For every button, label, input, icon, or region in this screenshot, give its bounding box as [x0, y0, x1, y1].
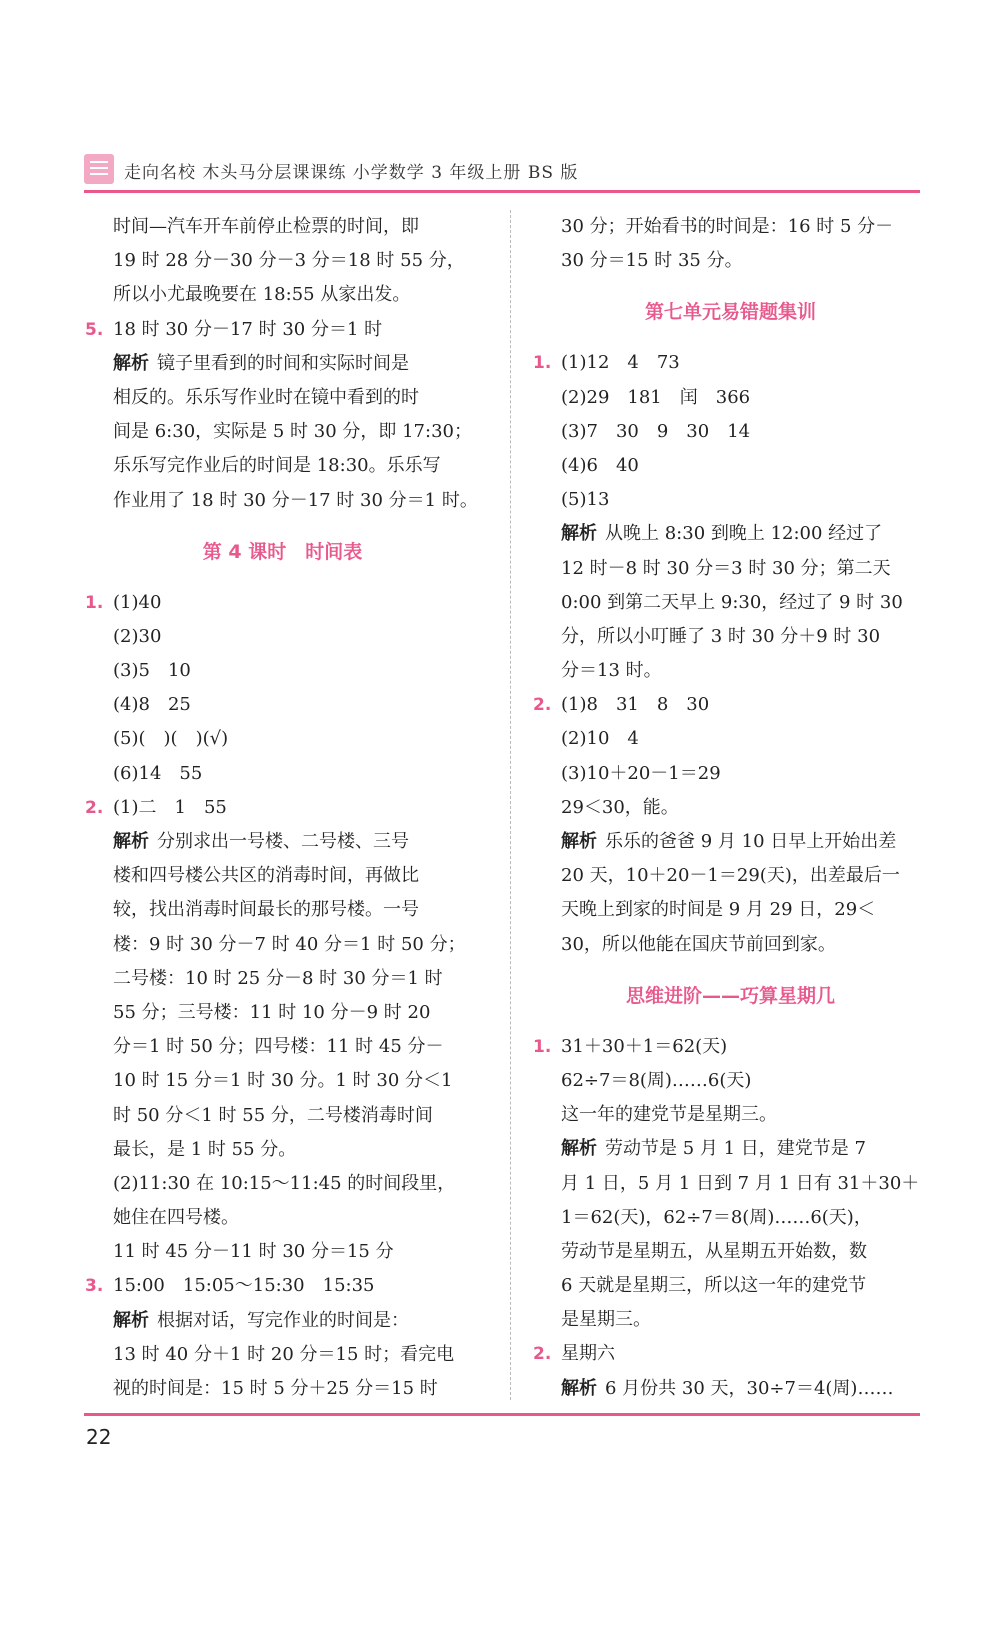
text-line: (4)8 25 — [113, 694, 191, 716]
analysis-label: 解析 — [113, 831, 149, 852]
text-line: (4)6 40 — [561, 454, 639, 476]
question-line — [85, 1269, 480, 1303]
text-line: 分＝13 时。 — [561, 660, 662, 682]
answer-text: (1)8 31 8 30 — [561, 694, 710, 716]
analysis-line — [533, 1372, 928, 1406]
text-line: 是星期三。 — [561, 1309, 651, 1331]
analysis-line — [533, 825, 928, 859]
analysis-label: 解析 — [113, 1309, 149, 1331]
text-line: 这一年的建党节是星期三。 — [561, 1104, 777, 1126]
text-line: 13 时 40 分＋1 时 20 分＝15 时；看完电 — [113, 1343, 455, 1365]
analysis-text: 6 月份共 30 天，30÷7＝4(周)…… — [605, 1377, 894, 1399]
answer-text: (1)12 4 73 — [561, 352, 680, 374]
question-number: 1. — [85, 592, 104, 613]
analysis-line — [85, 1304, 480, 1338]
text-line: (2)11:30 在 10:15～11:45 的时间段里， — [113, 1172, 456, 1194]
answer-text: 星期六 — [561, 1343, 615, 1365]
answer-text: 31＋30＋1＝62(天) — [561, 1035, 728, 1057]
text-line: 劳动节是星期五，从星期五开始数，数 — [561, 1240, 867, 1262]
text-line: (3)10＋20－1＝29 — [561, 762, 721, 784]
analysis-label: 解析 — [561, 1377, 597, 1399]
text-line: 62÷7＝8(周)……6(天) — [561, 1069, 752, 1091]
text-line: 时 50 分＜1 时 55 分，二号楼消毒时间 — [113, 1104, 433, 1126]
text-line: 55 分；三号楼：11 时 10 分－9 时 20 — [113, 1001, 431, 1023]
answer-text: 15:00 15:05～15:30 15:35 — [113, 1275, 375, 1297]
analysis-label: 解析 — [561, 1138, 597, 1160]
question-line — [533, 1030, 928, 1064]
section-heading: 思维进阶——巧算星期几 — [625, 984, 835, 1007]
analysis-text: 根据对话，写完作业的时间是： — [157, 1309, 409, 1331]
text-line: 10 时 15 分＝1 时 30 分。1 时 30 分＜1 — [113, 1070, 453, 1092]
text-line: 天晚上到家的时间是 9 月 29 日，29＜ — [561, 899, 876, 921]
text-line: 12 时－8 时 30 分＝3 时 30 分；第二天 — [561, 557, 891, 579]
text-line: 29＜30，能。 — [561, 796, 679, 818]
text-line: 最长，是 1 时 55 分。 — [113, 1138, 297, 1160]
text-line: 间是 6:30，实际是 5 时 30 分，即 17:30； — [113, 421, 472, 443]
analysis-line — [85, 347, 480, 381]
analysis-text: 劳动节是 5 月 1 日，建党节是 7 — [605, 1138, 866, 1160]
left-column — [85, 210, 480, 1406]
text-line: 楼和四号楼公共区的消毒时间，再做比 — [113, 865, 419, 887]
text-line: 相反的。乐乐写作业时在镜中看到的时 — [113, 386, 419, 408]
question-number: 5. — [85, 319, 104, 340]
analysis-text: 从晚上 8:30 到晚上 12:00 经过了 — [605, 523, 883, 545]
question-line — [85, 313, 480, 347]
text-line: 6 天就是星期三，所以这一年的建党节 — [561, 1275, 867, 1297]
analysis-text: 分别求出一号楼、二号楼、三号 — [157, 831, 409, 852]
analysis-text: 镜子里看到的时间和实际时间是 — [157, 352, 409, 374]
text-line: 乐乐写完作业后的时间是 18:30。乐乐写 — [113, 455, 441, 477]
text-line: 30 分＝15 时 35 分。 — [561, 250, 743, 272]
text-line: 分＝1 时 50 分；四号楼：11 时 45 分－ — [113, 1036, 444, 1058]
text-line: 分，所以小叮睡了 3 时 30 分＋9 时 30 — [561, 625, 881, 647]
analysis-line — [85, 825, 480, 859]
section-heading: 第七单元易错题集训 — [644, 301, 816, 324]
text-line: 月 1 日，5 月 1 日到 7 月 1 日有 31＋30＋ — [561, 1172, 920, 1194]
text-line: 11 时 45 分－11 时 30 分＝15 分 — [113, 1241, 394, 1263]
question-line — [533, 346, 928, 380]
section-heading: 第 4 课时 时间表 — [202, 540, 363, 563]
text-line: (3)7 30 9 30 14 — [561, 420, 751, 442]
column-divider — [510, 210, 511, 1400]
text-line: 她住在四号楼。 — [113, 1207, 239, 1229]
text-line: (2)29 181 闰 366 — [561, 386, 751, 408]
text-line: (2)30 — [113, 625, 162, 647]
text-line: 较，找出消毒时间最长的那号楼。一号 — [113, 899, 419, 921]
question-number: 1. — [533, 1036, 552, 1057]
text-line: 视的时间是：15 时 5 分＋25 分＝15 时 — [113, 1378, 438, 1399]
right-column — [533, 210, 928, 1406]
page-header — [84, 150, 920, 190]
header-title: 走向名校 木头马分层课课练 小学数学 3 年级上册 BS 版 — [124, 163, 579, 183]
text-line: 1＝62(天)，62÷7＝8(周)……6(天)， — [561, 1206, 872, 1228]
text-line: (5)( )( )(√) — [113, 728, 229, 750]
text-line: (5)13 — [561, 489, 610, 511]
text-line: 20 天，10＋20－1＝29(天)，出差最后一 — [561, 865, 900, 887]
question-line — [533, 1337, 928, 1371]
footer-rule — [84, 1413, 920, 1416]
analysis-text: 乐乐的爸爸 9 月 10 日早上开始出差 — [605, 831, 897, 852]
answer-text: (1)40 — [113, 591, 162, 613]
question-number: 2. — [533, 1344, 552, 1365]
text-line: 作业用了 18 时 30 分－17 时 30 分＝1 时。 — [113, 489, 478, 511]
book-icon — [84, 154, 114, 184]
question-number: 2. — [533, 695, 552, 716]
question-number: 3. — [85, 1276, 104, 1297]
text-line: 楼：9 时 30 分－7 时 40 分＝1 时 50 分； — [113, 933, 466, 955]
question-line — [85, 791, 480, 825]
text-line: 0:00 到第二天早上 9:30，经过了 9 时 30 — [561, 591, 903, 613]
text-line: (6)14 55 — [113, 762, 203, 784]
header-rule — [84, 190, 920, 193]
analysis-label: 解析 — [113, 352, 149, 374]
answer-text: 18 时 30 分－17 时 30 分＝1 时 — [113, 318, 383, 340]
question-number: 1. — [533, 353, 552, 374]
answer-text: (1)二 1 55 — [113, 796, 227, 818]
text-line: 19 时 28 分－30 分－3 分＝18 时 55 分， — [113, 250, 465, 272]
text-line: (3)5 10 — [113, 660, 191, 682]
question-number: 2. — [85, 797, 104, 818]
text-line: (2)10 4 — [561, 728, 639, 750]
analysis-label: 解析 — [561, 523, 597, 545]
text-line: 30 分；开始看书的时间是：16 时 5 分－ — [561, 216, 894, 237]
analysis-line — [533, 517, 928, 551]
analysis-label: 解析 — [561, 831, 597, 852]
question-line — [533, 688, 928, 722]
text-line: 时间—汽车开车前停止检票的时间，即 — [113, 216, 419, 237]
analysis-line — [533, 1132, 928, 1166]
text-line: 所以小尤最晚要在 18:55 从家出发。 — [113, 284, 411, 306]
text-line: 30，所以他能在国庆节前回到家。 — [561, 933, 836, 955]
question-line — [85, 586, 480, 620]
text-line: 二号楼：10 时 25 分－8 时 30 分＝1 时 — [113, 967, 443, 989]
page-number: 22 — [86, 1425, 112, 1449]
